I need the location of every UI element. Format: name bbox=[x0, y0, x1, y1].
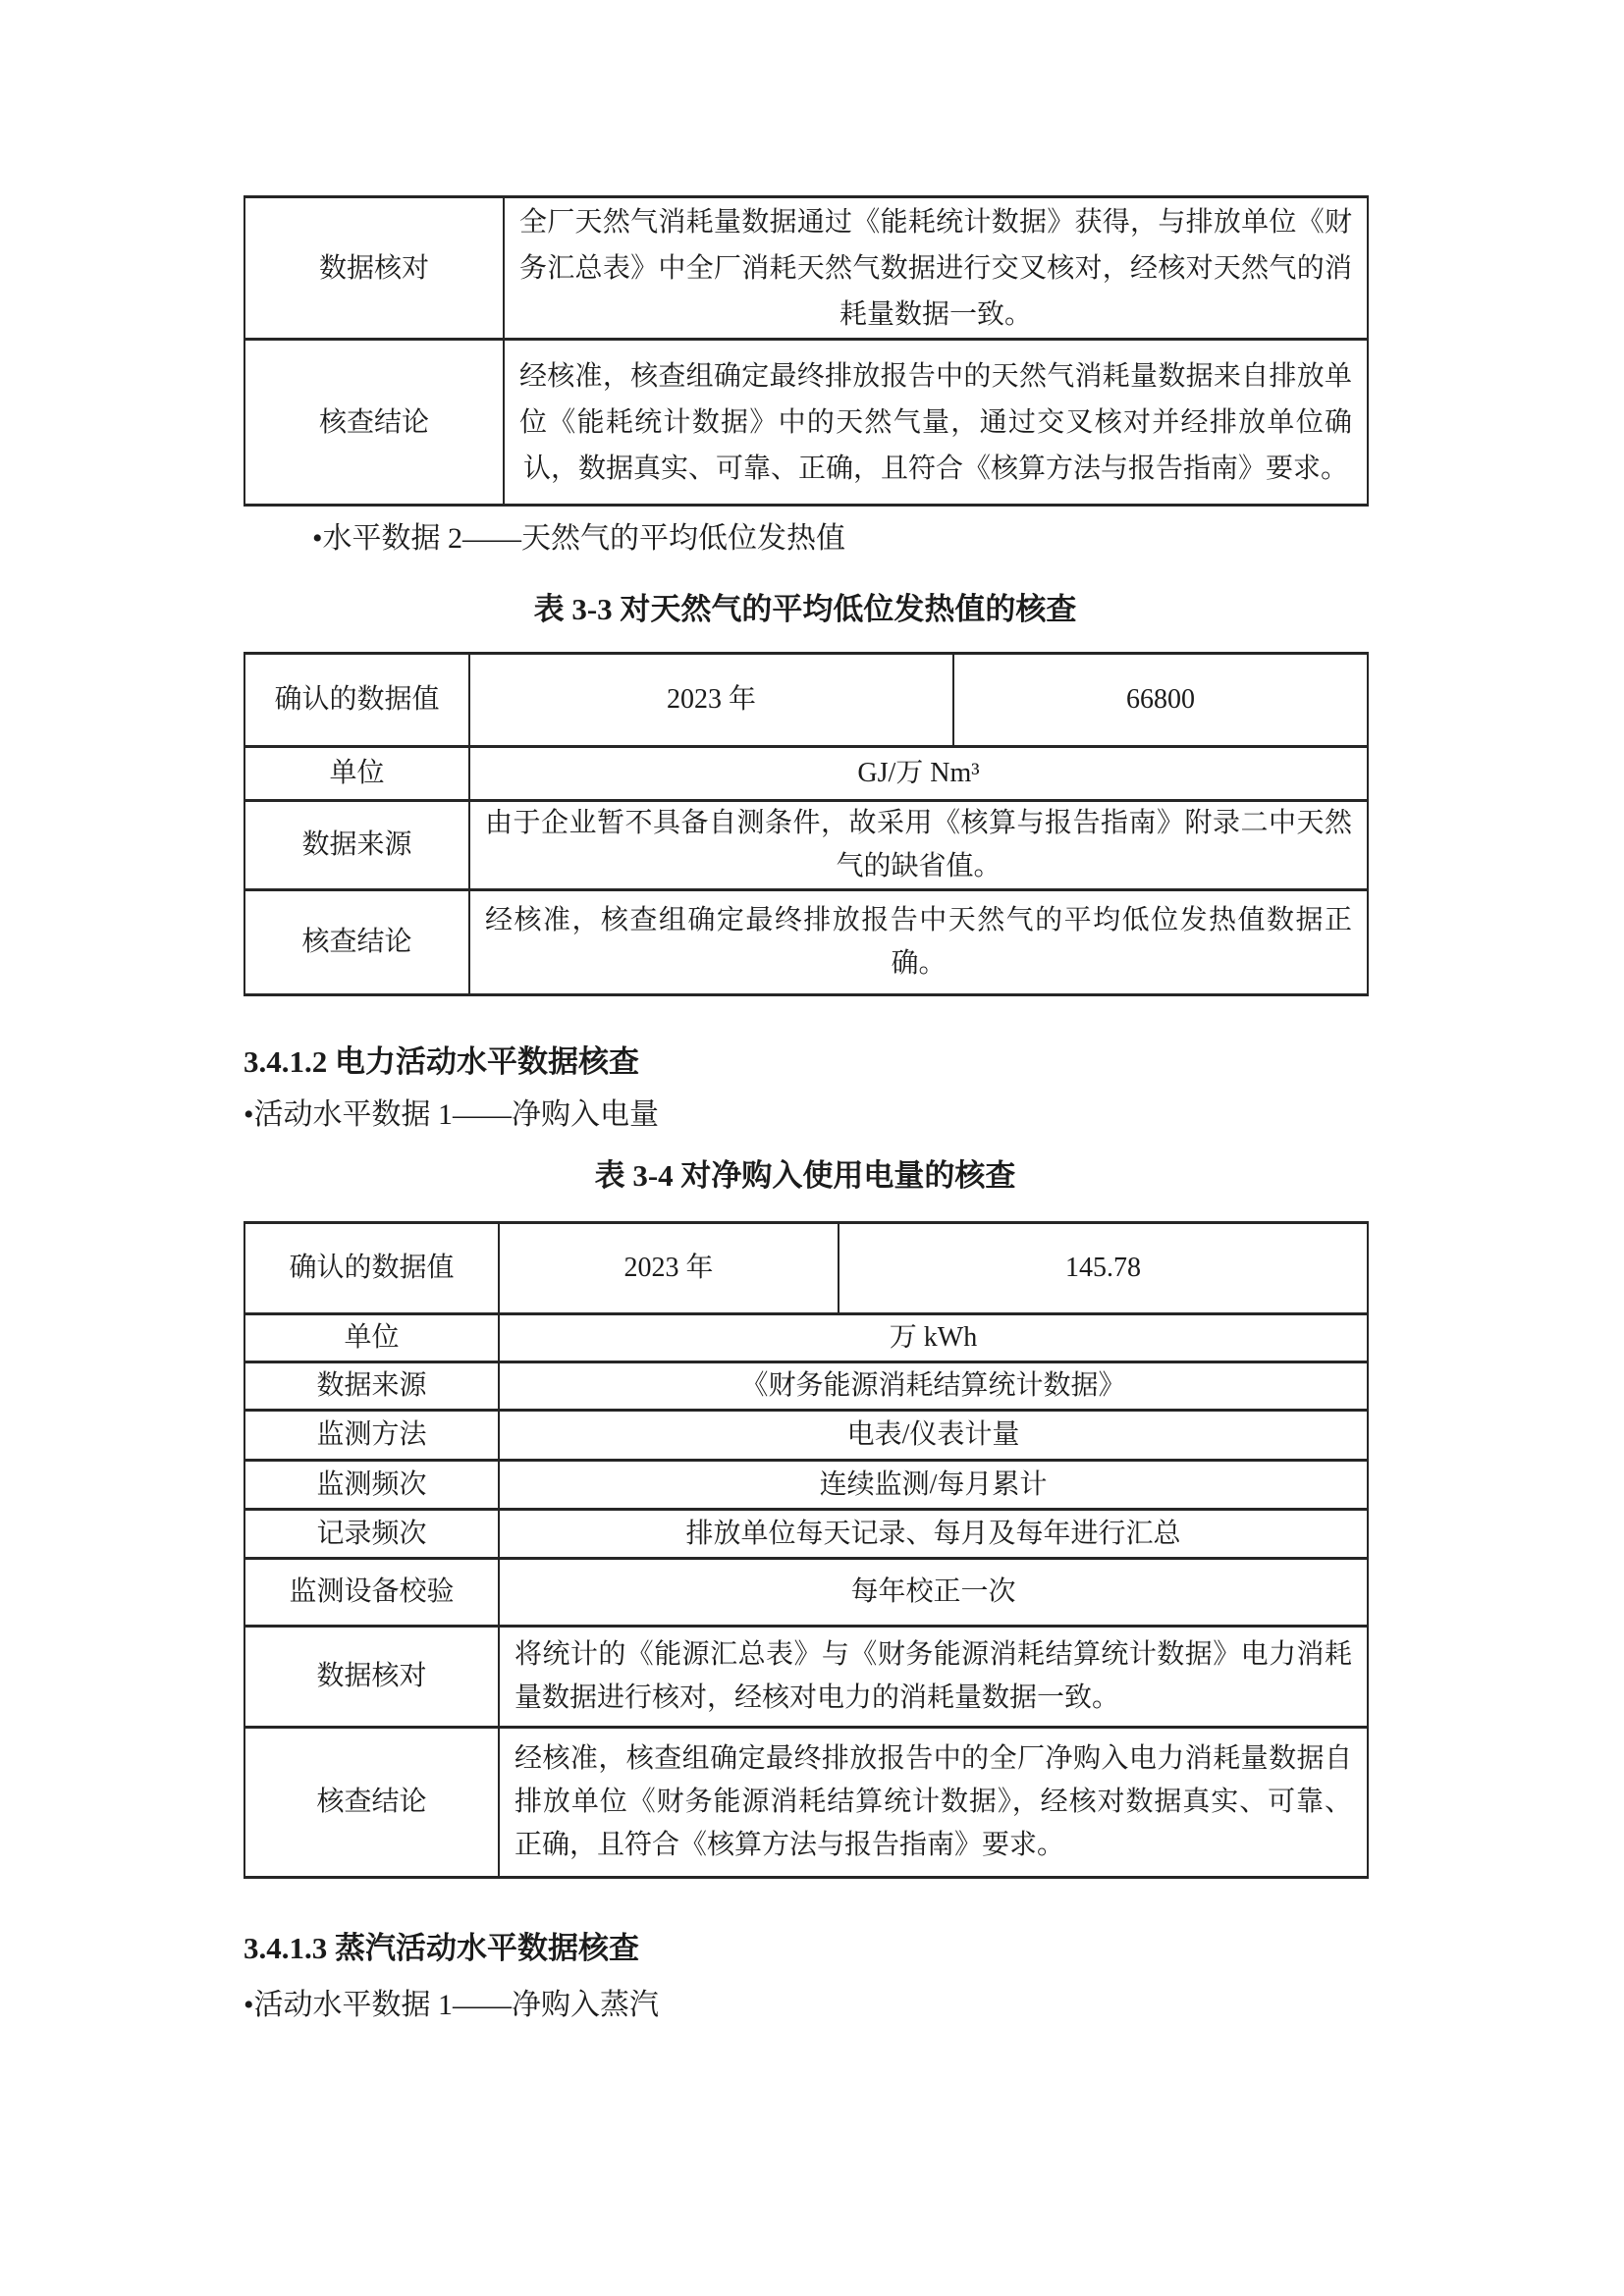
cell-unit-value: GJ/万 Nm³ bbox=[469, 747, 1368, 801]
cell-year: 2023 年 bbox=[499, 1223, 839, 1314]
label-cell-data-source: 数据来源 bbox=[244, 1362, 499, 1411]
cell-data-check-content: 将统计的《能源汇总表》与《财务能源消耗结算统计数据》电力消耗量数据进行核对，经核对电力的消耗量数据一致。 bbox=[499, 1627, 1368, 1728]
cell-value: 145.78 bbox=[839, 1223, 1368, 1314]
section-heading-3-4-1-3: 3.4.1.3 蒸汽活动水平数据核查 bbox=[244, 1931, 639, 1965]
label-cell-data-check: 数据核对 bbox=[244, 197, 504, 340]
table-row bbox=[244, 1559, 1368, 1627]
cell-monitoring-method-content: 电表/仪表计量 bbox=[499, 1411, 1368, 1461]
table-row bbox=[244, 747, 1368, 801]
label-cell-data-source: 数据来源 bbox=[244, 801, 469, 890]
table-3-3-natural-gas-heating-value bbox=[244, 652, 1369, 996]
cell-data-source-content: 《财务能源消耗结算统计数据》 bbox=[499, 1362, 1368, 1411]
table-3-3-caption: 表 3-3 对天然气的平均低位发热值的核查 bbox=[533, 592, 1077, 626]
cell-verification-conclusion-content: 经核准，核查组确定最终排放报告中的全厂净购入电力消耗量数据自排放单位《财务能源消耗结算统计数据》，经核对数据真实、可靠、正确，且符合《核算方法与报告指南》要求。 bbox=[499, 1728, 1368, 1878]
table-row bbox=[244, 1627, 1368, 1728]
cell-verification-conclusion-content: 经核准，核查组确定最终排放报告中天然气的平均低位发热值数据正确。 bbox=[469, 890, 1368, 995]
table-natural-gas-consumption-continuation bbox=[244, 195, 1369, 507]
cell-data-check-content: 全厂天然气消耗量数据通过《能耗统计数据》获得，与排放单位《财务汇总表》中全厂消耗天然气数据进行交叉核对，经核对天然气的消耗量数据一致。 bbox=[504, 197, 1368, 340]
cell-year: 2023 年 bbox=[469, 654, 953, 747]
cell-value: 66800 bbox=[953, 654, 1368, 747]
table-3-4-net-purchased-electricity bbox=[244, 1221, 1369, 1879]
table-row bbox=[244, 1411, 1368, 1461]
cell-data-source-content: 由于企业暂不具备自测条件，故采用《核算与报告指南》附录二中天然气的缺省值。 bbox=[469, 801, 1368, 890]
cell-recording-frequency-content: 排放单位每天记录、每月及每年进行汇总 bbox=[499, 1510, 1368, 1559]
label-cell-unit: 单位 bbox=[244, 747, 469, 801]
label-cell-monitoring-frequency: 监测频次 bbox=[244, 1461, 499, 1510]
table-row bbox=[244, 1728, 1368, 1878]
cell-verification-conclusion-content: 经核准，核查组确定最终排放报告中的天然气消耗量数据来自排放单位《能耗统计数据》中的天然气量，通过交叉核对并经排放单位确认，数据真实、可靠、正确，且符合《核算方法与报告指南》要求。 bbox=[504, 340, 1368, 506]
table-row bbox=[244, 890, 1368, 995]
label-cell-verification-conclusion: 核查结论 bbox=[244, 1728, 499, 1878]
table-row bbox=[244, 1510, 1368, 1559]
label-cell-equipment-calibration: 监测设备校验 bbox=[244, 1559, 499, 1627]
bullet-activity-data-electricity: •活动水平数据 1——净购入电量 bbox=[244, 1098, 660, 1131]
label-cell-confirmed-data-value: 确认的数据值 bbox=[244, 654, 469, 747]
label-cell-data-check: 数据核对 bbox=[244, 1627, 499, 1728]
table-3-4-caption: 表 3-4 对净购入使用电量的核查 bbox=[594, 1158, 1016, 1193]
cell-equipment-calibration-content: 每年校正一次 bbox=[499, 1559, 1368, 1627]
table-row bbox=[244, 1362, 1368, 1411]
bullet-level-data-2: •水平数据 2——天然气的平均低位发热值 bbox=[312, 522, 846, 555]
label-cell-confirmed-data-value: 确认的数据值 bbox=[244, 1223, 499, 1314]
section-heading-3-4-1-2: 3.4.1.2 电力活动水平数据核查 bbox=[244, 1044, 639, 1079]
table-row bbox=[244, 1461, 1368, 1510]
label-cell-unit: 单位 bbox=[244, 1314, 499, 1362]
table-row bbox=[244, 340, 1368, 506]
label-cell-verification-conclusion: 核查结论 bbox=[244, 340, 504, 506]
table-row bbox=[244, 1314, 1368, 1362]
label-cell-verification-conclusion: 核查结论 bbox=[244, 890, 469, 995]
bullet-activity-data-steam: •活动水平数据 1——净购入蒸汽 bbox=[244, 1989, 660, 2021]
page-content bbox=[244, 195, 1367, 2024]
label-cell-recording-frequency: 记录频次 bbox=[244, 1510, 499, 1559]
table-row bbox=[244, 654, 1368, 747]
table-row bbox=[244, 801, 1368, 890]
cell-unit-value: 万 kWh bbox=[499, 1314, 1368, 1362]
label-cell-monitoring-method: 监测方法 bbox=[244, 1411, 499, 1461]
table-row bbox=[244, 1223, 1368, 1314]
cell-monitoring-frequency-content: 连续监测/每月累计 bbox=[499, 1461, 1368, 1510]
table-row bbox=[244, 197, 1368, 340]
